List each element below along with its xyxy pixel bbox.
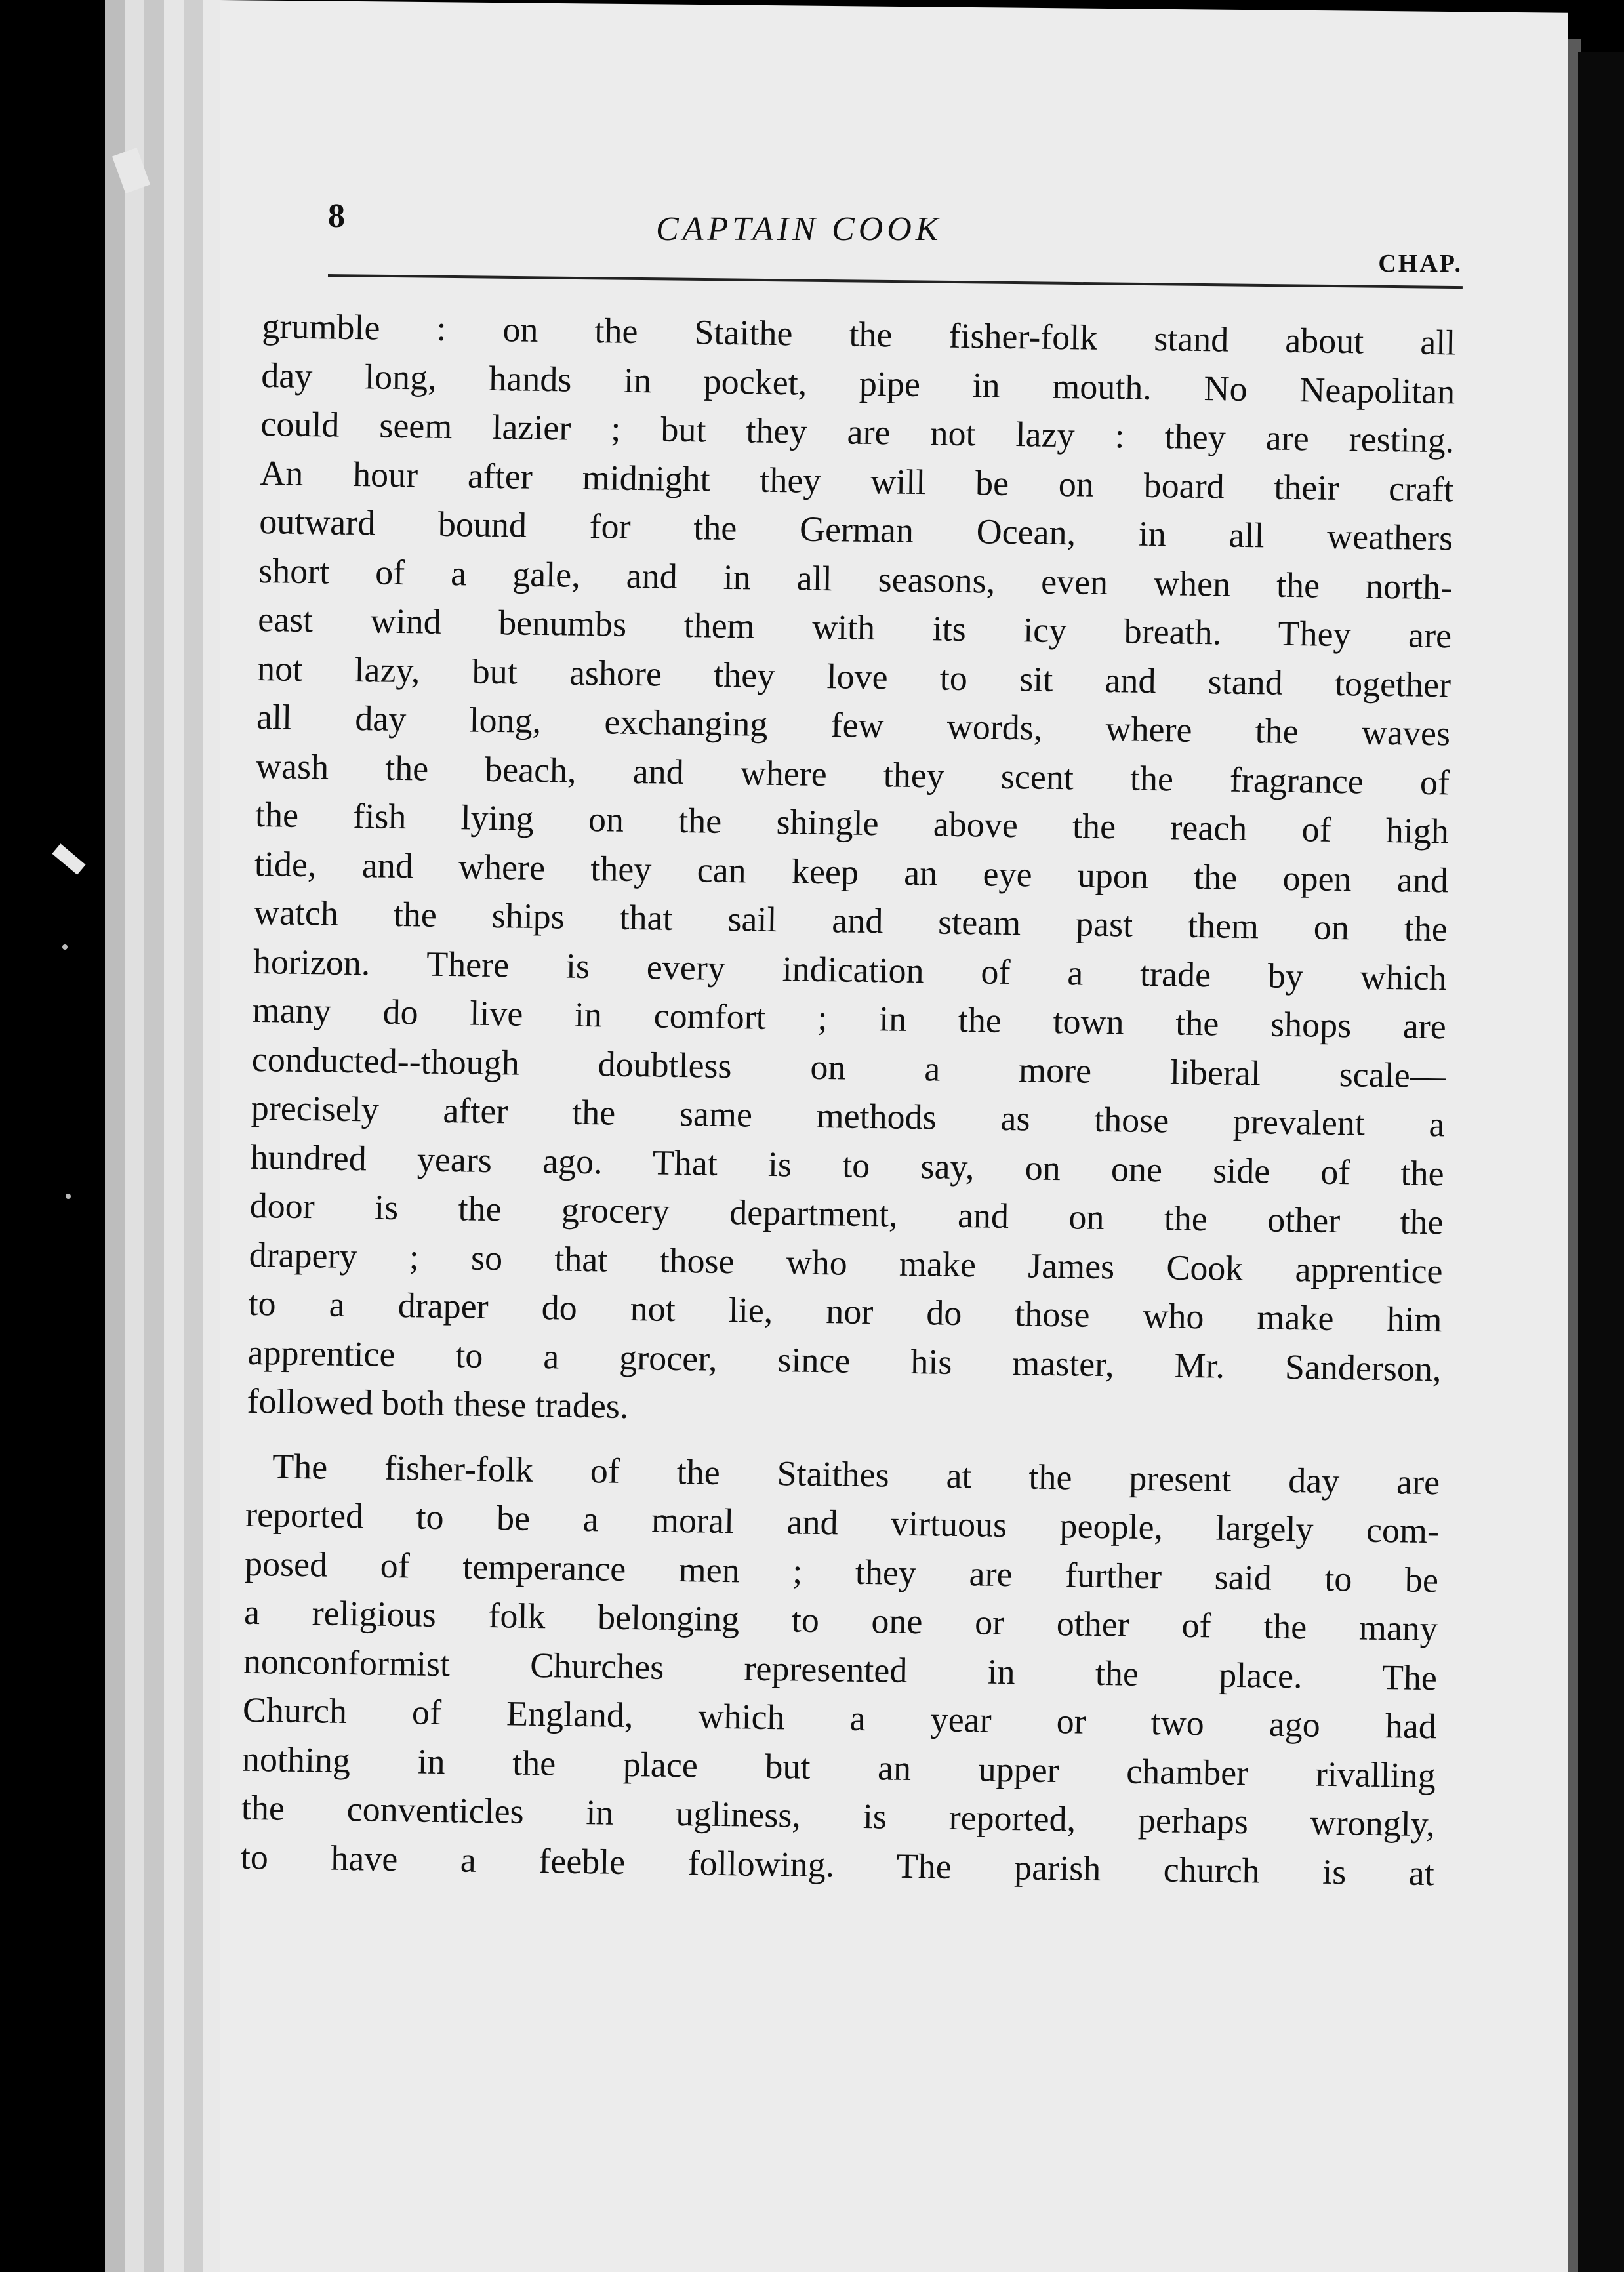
text-line: reported to be a moral and virtuous people, largely com-: [245, 1494, 1440, 1551]
text-line: a religious folk belonging to one or other of the many: [243, 1592, 1438, 1649]
paper-fragment: [52, 843, 85, 874]
text-line: door is the grocery department, and on the other the: [249, 1185, 1444, 1242]
text-line: to have a feeble following. The parish church is at: [240, 1836, 1435, 1893]
text-line: could seem lazier ; but they are not lazy : they are resting.: [260, 403, 1455, 460]
text-line: watch the ships that sail and steam past them on the: [253, 892, 1448, 949]
chapter-label: CHAP.: [1378, 250, 1463, 277]
text-line: followed both these trades.: [247, 1381, 629, 1426]
text-line: Church of England, which a year or two ago had: [242, 1690, 1437, 1747]
text-line: short of a gale, and in all seasons, even when the north-: [258, 550, 1453, 607]
page-edge: [144, 0, 164, 2272]
text-line: the conventicles in ugliness, is reported, perhaps wrongly,: [241, 1787, 1436, 1844]
text-line: apprentice to a grocer, since his master, Mr. Sanderson,: [247, 1332, 1442, 1389]
page-edge: [105, 0, 125, 2272]
body-text: [240, 302, 1455, 1897]
text-line: outward bound for the German Ocean, in all weathers: [258, 501, 1453, 558]
text-line: precisely after the same methods as those prevalent a: [251, 1087, 1446, 1145]
text-line: horizon. There is every indication of a trade by which: [253, 941, 1448, 998]
text-line: nothing in the place but an upper chamber rivalling: [241, 1739, 1436, 1795]
text-line: east wind benumbs them with its icy breath. They are: [257, 599, 1452, 656]
text-line: day long, hands in pocket, pipe in mouth. No Neapolitan: [261, 355, 1455, 411]
page-edge: [203, 0, 220, 2272]
text-line: The fisher-folk of the Staithes at the present day are: [272, 1446, 1440, 1502]
dark-margin: [1578, 52, 1624, 2272]
dust-speck: [66, 1194, 71, 1199]
text-line: conducted--though doubtless on a more liberal scale—: [251, 1039, 1446, 1095]
text-line: to a draper do not lie, nor do those who make him: [248, 1283, 1442, 1340]
text-line: tide, and where they can keep an eye upon the open and: [254, 843, 1449, 900]
text-line: An hour after midnight they will be on board their craft: [259, 453, 1454, 509]
text-line: all day long, exchanging few words, where the waves: [256, 697, 1451, 754]
text-line: grumble : on the Staithe the fisher-folk stand about all: [262, 306, 1456, 363]
text-line: the fish lying on the shingle above the reach of high: [254, 794, 1450, 851]
text-line: hundred years ago. That is to say, on one side of the: [250, 1137, 1445, 1193]
text-line: not lazy, but ashore they love to sit and stand together: [256, 648, 1451, 704]
text-line: nonconformist Churches represented in the place. The: [243, 1641, 1438, 1697]
page-number: 8: [328, 197, 345, 235]
running-header: [328, 197, 1463, 275]
text-line: many do live in comfort ; in the town the shops are: [252, 990, 1447, 1047]
page-edge: [184, 0, 203, 2272]
text-line: posed of temperance men ; they are further said to be: [244, 1543, 1439, 1600]
text-line: drapery ; so that those who make James Cook apprentice: [249, 1234, 1443, 1291]
page-edge: [164, 0, 184, 2272]
running-title: CAPTAIN COOK: [656, 211, 943, 248]
text-line: wash the beach, and where they scent the fragrance of: [255, 746, 1450, 802]
dust-speck: [62, 944, 68, 950]
page-edge: [125, 0, 144, 2272]
